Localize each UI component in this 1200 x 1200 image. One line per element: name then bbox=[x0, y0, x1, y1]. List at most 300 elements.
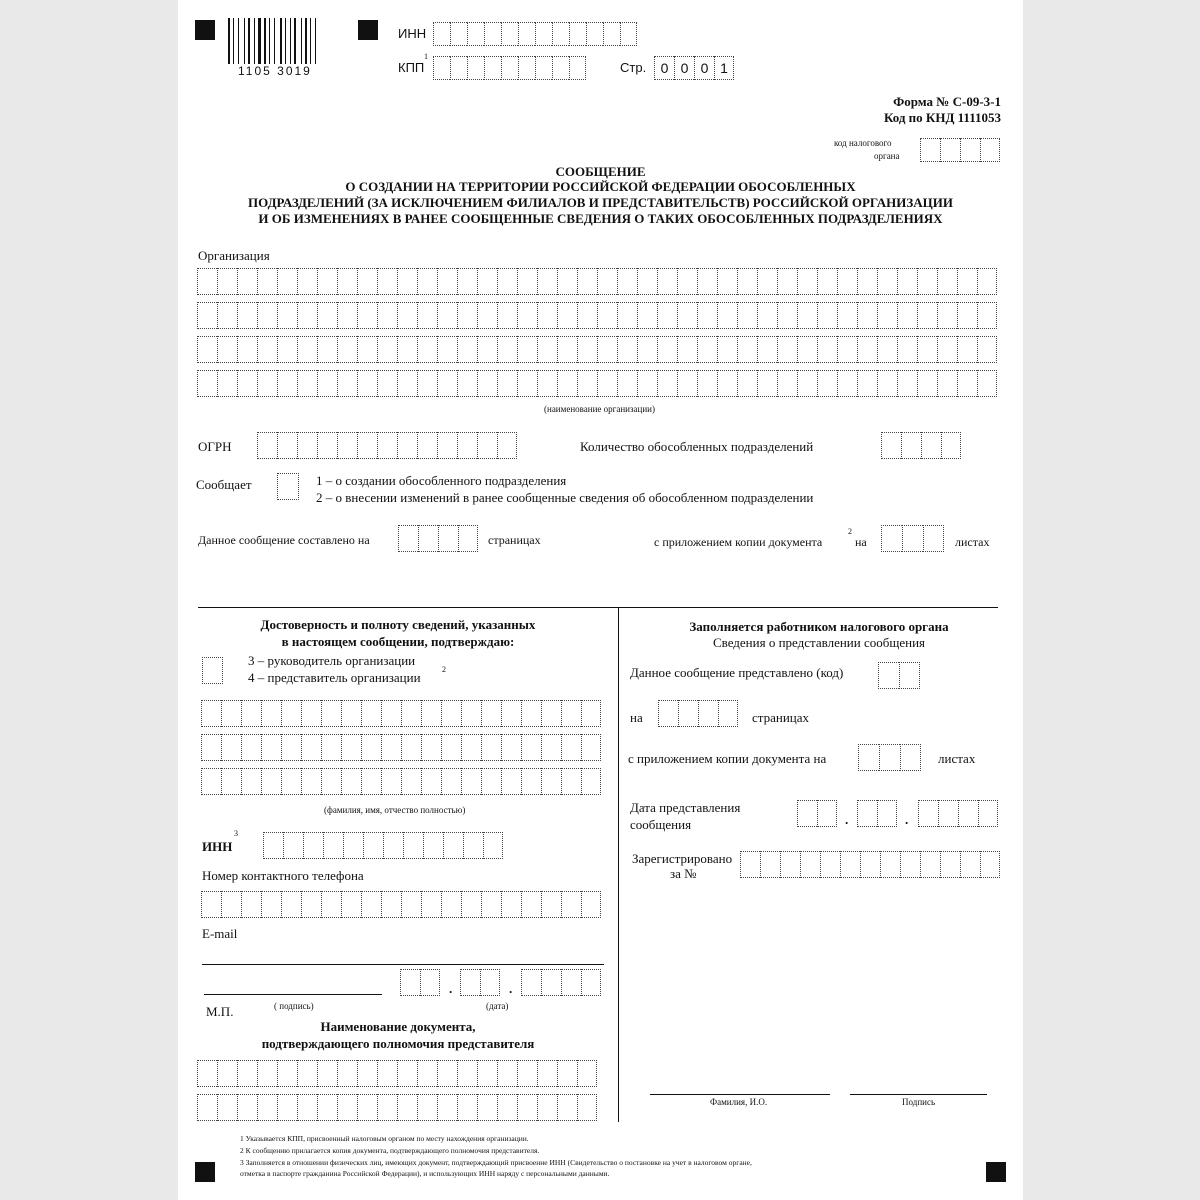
char-cell[interactable] bbox=[957, 302, 977, 329]
char-cell[interactable] bbox=[717, 336, 737, 363]
char-cell[interactable] bbox=[900, 744, 921, 771]
char-cell[interactable] bbox=[343, 832, 363, 859]
char-cell[interactable] bbox=[377, 268, 397, 295]
char-cell[interactable] bbox=[241, 734, 261, 761]
char-cell[interactable] bbox=[501, 768, 521, 795]
char-cell[interactable] bbox=[817, 302, 837, 329]
char-cell[interactable] bbox=[586, 22, 603, 46]
char-cell[interactable] bbox=[577, 1060, 597, 1087]
char-cell[interactable] bbox=[361, 768, 381, 795]
char-cell[interactable] bbox=[457, 336, 477, 363]
char-cell[interactable] bbox=[357, 268, 377, 295]
char-cell[interactable] bbox=[401, 891, 421, 918]
char-cell[interactable] bbox=[537, 336, 557, 363]
char-cell[interactable] bbox=[337, 336, 357, 363]
char-cell[interactable] bbox=[837, 336, 857, 363]
char-cell[interactable] bbox=[717, 370, 737, 397]
char-cell[interactable] bbox=[857, 268, 877, 295]
char-cell[interactable] bbox=[481, 768, 501, 795]
char-cell[interactable] bbox=[617, 268, 637, 295]
char-cell[interactable] bbox=[261, 734, 281, 761]
char-cell[interactable] bbox=[877, 268, 897, 295]
char-cell[interactable] bbox=[433, 56, 450, 80]
char-cell[interactable] bbox=[417, 432, 437, 459]
fio-row[interactable] bbox=[201, 768, 601, 795]
char-cell[interactable] bbox=[450, 56, 467, 80]
char-cell[interactable] bbox=[757, 336, 777, 363]
char-cell[interactable] bbox=[361, 891, 381, 918]
char-cell[interactable] bbox=[421, 734, 441, 761]
char-cell[interactable] bbox=[441, 700, 461, 727]
organization-name-row[interactable] bbox=[197, 336, 997, 363]
char-cell[interactable] bbox=[518, 56, 535, 80]
char-cell[interactable] bbox=[321, 891, 341, 918]
submission-month-field[interactable] bbox=[857, 800, 897, 827]
char-cell[interactable] bbox=[221, 700, 241, 727]
char-cell[interactable] bbox=[637, 336, 657, 363]
char-cell[interactable] bbox=[341, 700, 361, 727]
char-cell[interactable] bbox=[461, 768, 481, 795]
char-cell[interactable] bbox=[257, 336, 277, 363]
char-cell[interactable] bbox=[421, 768, 441, 795]
char-cell[interactable] bbox=[677, 268, 697, 295]
char-cell[interactable] bbox=[501, 56, 518, 80]
char-cell[interactable] bbox=[902, 525, 923, 552]
char-cell[interactable] bbox=[467, 22, 484, 46]
char-cell[interactable] bbox=[261, 891, 281, 918]
char-cell[interactable] bbox=[517, 268, 537, 295]
char-cell[interactable] bbox=[677, 302, 697, 329]
char-cell[interactable] bbox=[552, 56, 569, 80]
char-cell[interactable] bbox=[377, 1060, 397, 1087]
char-cell[interactable] bbox=[960, 138, 980, 162]
char-cell[interactable] bbox=[877, 800, 897, 827]
char-cell[interactable] bbox=[941, 432, 961, 459]
char-cell[interactable] bbox=[337, 1060, 357, 1087]
char-cell[interactable] bbox=[977, 302, 997, 329]
char-cell[interactable] bbox=[297, 370, 317, 397]
char-cell[interactable] bbox=[697, 268, 717, 295]
char-cell[interactable] bbox=[357, 1094, 377, 1121]
char-cell[interactable] bbox=[467, 56, 484, 80]
char-cell[interactable] bbox=[417, 268, 437, 295]
char-cell[interactable] bbox=[281, 891, 301, 918]
char-cell[interactable] bbox=[517, 336, 537, 363]
char-cell[interactable] bbox=[437, 302, 457, 329]
char-cell[interactable] bbox=[441, 734, 461, 761]
char-cell[interactable] bbox=[858, 744, 879, 771]
char-cell[interactable] bbox=[541, 969, 561, 996]
char-cell[interactable] bbox=[497, 336, 517, 363]
char-cell[interactable] bbox=[521, 891, 541, 918]
char-cell[interactable] bbox=[677, 336, 697, 363]
char-cell[interactable] bbox=[569, 56, 586, 80]
char-cell[interactable] bbox=[840, 851, 860, 878]
char-cell[interactable] bbox=[458, 525, 478, 552]
char-cell[interactable] bbox=[460, 969, 480, 996]
char-cell[interactable] bbox=[880, 851, 900, 878]
char-cell[interactable] bbox=[321, 700, 341, 727]
char-cell[interactable] bbox=[237, 302, 257, 329]
char-cell[interactable] bbox=[357, 432, 377, 459]
char-cell[interactable] bbox=[857, 336, 877, 363]
char-cell[interactable] bbox=[197, 336, 217, 363]
char-cell[interactable] bbox=[317, 268, 337, 295]
char-cell[interactable] bbox=[937, 370, 957, 397]
char-cell[interactable] bbox=[450, 22, 467, 46]
char-cell[interactable] bbox=[977, 336, 997, 363]
char-cell[interactable] bbox=[837, 370, 857, 397]
char-cell[interactable] bbox=[958, 800, 978, 827]
char-cell[interactable] bbox=[800, 851, 820, 878]
char-cell[interactable] bbox=[457, 268, 477, 295]
report-type-field[interactable] bbox=[277, 473, 299, 500]
char-cell[interactable] bbox=[241, 768, 261, 795]
char-cell[interactable] bbox=[637, 302, 657, 329]
char-cell[interactable] bbox=[477, 302, 497, 329]
char-cell[interactable] bbox=[497, 1094, 517, 1121]
char-cell[interactable] bbox=[277, 1094, 297, 1121]
char-cell[interactable] bbox=[537, 1094, 557, 1121]
char-cell[interactable] bbox=[381, 768, 401, 795]
char-cell[interactable] bbox=[957, 336, 977, 363]
char-cell[interactable] bbox=[463, 832, 483, 859]
char-cell[interactable] bbox=[477, 336, 497, 363]
officer-signature-line[interactable] bbox=[850, 1094, 987, 1095]
char-cell[interactable] bbox=[501, 22, 518, 46]
char-cell[interactable] bbox=[397, 268, 417, 295]
char-cell[interactable] bbox=[517, 1094, 537, 1121]
phone-field[interactable] bbox=[201, 891, 601, 918]
char-cell[interactable] bbox=[377, 1094, 397, 1121]
submitted-code-field[interactable] bbox=[878, 662, 920, 689]
char-cell[interactable] bbox=[202, 657, 223, 684]
char-cell[interactable] bbox=[537, 302, 557, 329]
char-cell[interactable] bbox=[341, 891, 361, 918]
page-number-field[interactable] bbox=[654, 56, 734, 80]
char-cell[interactable] bbox=[321, 768, 341, 795]
fio-row[interactable] bbox=[201, 700, 601, 727]
char-cell[interactable] bbox=[717, 268, 737, 295]
char-cell[interactable] bbox=[577, 302, 597, 329]
char-cell[interactable] bbox=[201, 891, 221, 918]
char-cell[interactable] bbox=[561, 768, 581, 795]
char-cell[interactable] bbox=[481, 700, 501, 727]
char-cell[interactable] bbox=[457, 432, 477, 459]
char-cell[interactable] bbox=[657, 336, 677, 363]
char-cell[interactable] bbox=[261, 700, 281, 727]
char-cell[interactable] bbox=[477, 432, 497, 459]
ogrn-field[interactable] bbox=[257, 432, 517, 459]
char-cell[interactable] bbox=[777, 370, 797, 397]
char-cell[interactable] bbox=[757, 302, 777, 329]
char-cell[interactable] bbox=[817, 336, 837, 363]
char-cell[interactable] bbox=[577, 1094, 597, 1121]
char-cell[interactable] bbox=[878, 662, 899, 689]
char-cell[interactable] bbox=[257, 370, 277, 397]
char-cell[interactable] bbox=[581, 768, 601, 795]
char-cell[interactable] bbox=[397, 1060, 417, 1087]
char-cell[interactable] bbox=[301, 734, 321, 761]
char-cell[interactable] bbox=[817, 800, 837, 827]
char-cell[interactable] bbox=[497, 268, 517, 295]
char-cell[interactable] bbox=[337, 432, 357, 459]
char-cell[interactable] bbox=[797, 800, 817, 827]
char-cell[interactable] bbox=[461, 891, 481, 918]
char-cell[interactable] bbox=[381, 734, 401, 761]
char-cell[interactable] bbox=[917, 268, 937, 295]
char-cell[interactable] bbox=[517, 370, 537, 397]
char-cell[interactable] bbox=[323, 832, 343, 859]
char-cell[interactable] bbox=[281, 768, 301, 795]
copies-count-right-field[interactable] bbox=[858, 744, 921, 771]
char-cell[interactable] bbox=[217, 1094, 237, 1121]
char-cell[interactable] bbox=[481, 891, 501, 918]
char-cell[interactable] bbox=[537, 370, 557, 397]
char-cell[interactable] bbox=[557, 302, 577, 329]
char-cell[interactable] bbox=[263, 832, 283, 859]
char-cell[interactable] bbox=[317, 336, 337, 363]
char-cell[interactable] bbox=[357, 336, 377, 363]
char-cell[interactable] bbox=[920, 138, 940, 162]
char-cell[interactable] bbox=[577, 336, 597, 363]
char-cell[interactable] bbox=[201, 700, 221, 727]
char-cell[interactable] bbox=[417, 370, 437, 397]
char-cell[interactable] bbox=[581, 700, 601, 727]
char-cell[interactable] bbox=[517, 302, 537, 329]
char-cell[interactable] bbox=[497, 370, 517, 397]
char-cell[interactable] bbox=[241, 891, 261, 918]
char-cell[interactable] bbox=[317, 370, 337, 397]
char-cell[interactable] bbox=[537, 1060, 557, 1087]
date-month-field[interactable] bbox=[460, 969, 500, 996]
char-cell[interactable] bbox=[957, 268, 977, 295]
char-cell[interactable] bbox=[217, 336, 237, 363]
char-cell[interactable] bbox=[237, 1094, 257, 1121]
char-cell[interactable] bbox=[301, 700, 321, 727]
char-cell[interactable] bbox=[277, 473, 299, 500]
char-cell[interactable] bbox=[281, 734, 301, 761]
char-cell[interactable] bbox=[557, 1094, 577, 1121]
char-cell[interactable] bbox=[737, 302, 757, 329]
char-cell[interactable] bbox=[597, 268, 617, 295]
char-cell[interactable] bbox=[501, 734, 521, 761]
char-cell[interactable] bbox=[481, 734, 501, 761]
char-cell[interactable] bbox=[837, 302, 857, 329]
char-cell[interactable] bbox=[817, 370, 837, 397]
char-cell[interactable] bbox=[418, 525, 438, 552]
char-cell[interactable] bbox=[237, 1060, 257, 1087]
char-cell[interactable] bbox=[897, 370, 917, 397]
char-cell[interactable] bbox=[201, 768, 221, 795]
char-cell[interactable] bbox=[377, 302, 397, 329]
date-day-field[interactable] bbox=[400, 969, 440, 996]
char-cell[interactable] bbox=[877, 336, 897, 363]
char-cell[interactable] bbox=[960, 851, 980, 878]
organization-name-row[interactable] bbox=[197, 370, 997, 397]
char-cell[interactable] bbox=[423, 832, 443, 859]
char-cell[interactable] bbox=[363, 832, 383, 859]
char-cell[interactable] bbox=[297, 268, 317, 295]
char-cell[interactable] bbox=[817, 268, 837, 295]
char-cell[interactable] bbox=[201, 734, 221, 761]
char-cell[interactable] bbox=[377, 432, 397, 459]
char-cell[interactable] bbox=[597, 336, 617, 363]
char-cell[interactable] bbox=[897, 336, 917, 363]
char-cell[interactable] bbox=[501, 891, 521, 918]
char-cell[interactable] bbox=[317, 432, 337, 459]
char-cell[interactable] bbox=[241, 700, 261, 727]
char-cell[interactable] bbox=[541, 700, 561, 727]
char-cell[interactable] bbox=[620, 22, 637, 46]
char-cell[interactable] bbox=[497, 302, 517, 329]
char-cell[interactable] bbox=[780, 851, 800, 878]
char-cell[interactable] bbox=[957, 370, 977, 397]
char-cell[interactable] bbox=[401, 768, 421, 795]
char-cell[interactable] bbox=[483, 832, 503, 859]
char-cell[interactable] bbox=[697, 370, 717, 397]
char-cell[interactable] bbox=[577, 268, 597, 295]
char-cell[interactable] bbox=[980, 851, 1000, 878]
char-cell[interactable] bbox=[437, 1060, 457, 1087]
pages-count-field[interactable] bbox=[398, 525, 478, 552]
char-cell[interactable] bbox=[437, 336, 457, 363]
submission-day-field[interactable] bbox=[797, 800, 837, 827]
char-cell[interactable] bbox=[457, 370, 477, 397]
char-cell[interactable] bbox=[678, 700, 698, 727]
char-cell[interactable] bbox=[361, 734, 381, 761]
char-cell[interactable] bbox=[697, 336, 717, 363]
char-cell[interactable] bbox=[757, 370, 777, 397]
char-cell[interactable] bbox=[297, 1094, 317, 1121]
char-cell[interactable] bbox=[461, 734, 481, 761]
inn-person-field[interactable] bbox=[263, 832, 503, 859]
char-cell[interactable] bbox=[197, 268, 217, 295]
char-cell[interactable] bbox=[237, 268, 257, 295]
char-cell[interactable] bbox=[217, 1060, 237, 1087]
char-cell[interactable] bbox=[197, 1060, 217, 1087]
char-cell[interactable] bbox=[381, 700, 401, 727]
char-cell[interactable] bbox=[303, 832, 323, 859]
char-cell[interactable] bbox=[980, 138, 1000, 162]
char-cell[interactable] bbox=[937, 302, 957, 329]
officer-name-line[interactable] bbox=[650, 1094, 830, 1095]
char-cell[interactable] bbox=[361, 700, 381, 727]
char-cell[interactable] bbox=[397, 336, 417, 363]
char-cell[interactable] bbox=[477, 1060, 497, 1087]
char-cell[interactable] bbox=[518, 22, 535, 46]
char-cell[interactable] bbox=[658, 700, 678, 727]
char-cell[interactable] bbox=[561, 969, 581, 996]
char-cell[interactable] bbox=[917, 336, 937, 363]
char-cell[interactable] bbox=[281, 700, 301, 727]
char-cell[interactable] bbox=[860, 851, 880, 878]
char-cell[interactable] bbox=[737, 268, 757, 295]
char-cell[interactable] bbox=[923, 525, 944, 552]
char-cell[interactable] bbox=[597, 370, 617, 397]
char-cell[interactable] bbox=[561, 700, 581, 727]
signature-line[interactable] bbox=[204, 994, 382, 995]
char-cell[interactable] bbox=[937, 336, 957, 363]
char-cell[interactable] bbox=[777, 268, 797, 295]
char-cell[interactable] bbox=[297, 1060, 317, 1087]
char-cell[interactable] bbox=[437, 370, 457, 397]
char-cell[interactable] bbox=[457, 1060, 477, 1087]
char-cell[interactable] bbox=[277, 1060, 297, 1087]
char-cell[interactable] bbox=[477, 268, 497, 295]
char-cell[interactable] bbox=[557, 370, 577, 397]
registration-number-field[interactable] bbox=[740, 851, 1000, 878]
char-cell[interactable] bbox=[917, 370, 937, 397]
char-cell[interactable] bbox=[521, 734, 541, 761]
char-cell[interactable] bbox=[697, 302, 717, 329]
char-cell[interactable] bbox=[417, 1094, 437, 1121]
char-cell[interactable] bbox=[480, 969, 500, 996]
char-cell[interactable] bbox=[417, 1060, 437, 1087]
char-cell[interactable] bbox=[777, 302, 797, 329]
document-name-row[interactable] bbox=[197, 1060, 597, 1087]
char-cell[interactable] bbox=[521, 768, 541, 795]
char-cell[interactable] bbox=[737, 336, 757, 363]
char-cell[interactable] bbox=[718, 700, 738, 727]
char-cell[interactable] bbox=[397, 432, 417, 459]
char-cell[interactable] bbox=[420, 969, 440, 996]
char-cell[interactable] bbox=[484, 22, 501, 46]
char-cell[interactable] bbox=[277, 432, 297, 459]
char-cell[interactable] bbox=[337, 370, 357, 397]
char-cell[interactable] bbox=[617, 302, 637, 329]
char-cell[interactable] bbox=[277, 370, 297, 397]
char-cell[interactable] bbox=[217, 268, 237, 295]
char-cell[interactable] bbox=[497, 1060, 517, 1087]
char-cell[interactable] bbox=[698, 700, 718, 727]
char-cell[interactable] bbox=[537, 268, 557, 295]
char-cell[interactable] bbox=[657, 302, 677, 329]
char-cell[interactable] bbox=[400, 969, 420, 996]
char-cell[interactable] bbox=[357, 302, 377, 329]
char-cell[interactable] bbox=[937, 268, 957, 295]
char-cell[interactable] bbox=[217, 370, 237, 397]
char-cell[interactable] bbox=[797, 302, 817, 329]
document-name-row[interactable] bbox=[197, 1094, 597, 1121]
char-cell[interactable] bbox=[920, 851, 940, 878]
char-cell[interactable] bbox=[940, 851, 960, 878]
copies-count-field[interactable] bbox=[881, 525, 944, 552]
char-cell[interactable] bbox=[421, 700, 441, 727]
char-cell[interactable] bbox=[441, 891, 461, 918]
char-cell[interactable] bbox=[897, 268, 917, 295]
char-cell[interactable] bbox=[940, 138, 960, 162]
char-cell[interactable] bbox=[257, 302, 277, 329]
char-cell[interactable] bbox=[443, 832, 463, 859]
char-cell[interactable] bbox=[977, 268, 997, 295]
char-cell[interactable] bbox=[777, 336, 797, 363]
char-cell[interactable] bbox=[383, 832, 403, 859]
char-cell[interactable] bbox=[401, 734, 421, 761]
char-cell[interactable] bbox=[877, 302, 897, 329]
char-cell[interactable] bbox=[283, 832, 303, 859]
char-cell[interactable] bbox=[433, 22, 450, 46]
char-cell[interactable] bbox=[441, 768, 461, 795]
char-cell[interactable] bbox=[357, 1060, 377, 1087]
char-cell[interactable] bbox=[397, 370, 417, 397]
char-cell[interactable] bbox=[881, 525, 902, 552]
char-cell[interactable] bbox=[237, 336, 257, 363]
char-cell[interactable] bbox=[397, 1094, 417, 1121]
char-cell[interactable] bbox=[897, 302, 917, 329]
char-cell[interactable] bbox=[552, 22, 569, 46]
char-cell[interactable] bbox=[603, 22, 620, 46]
